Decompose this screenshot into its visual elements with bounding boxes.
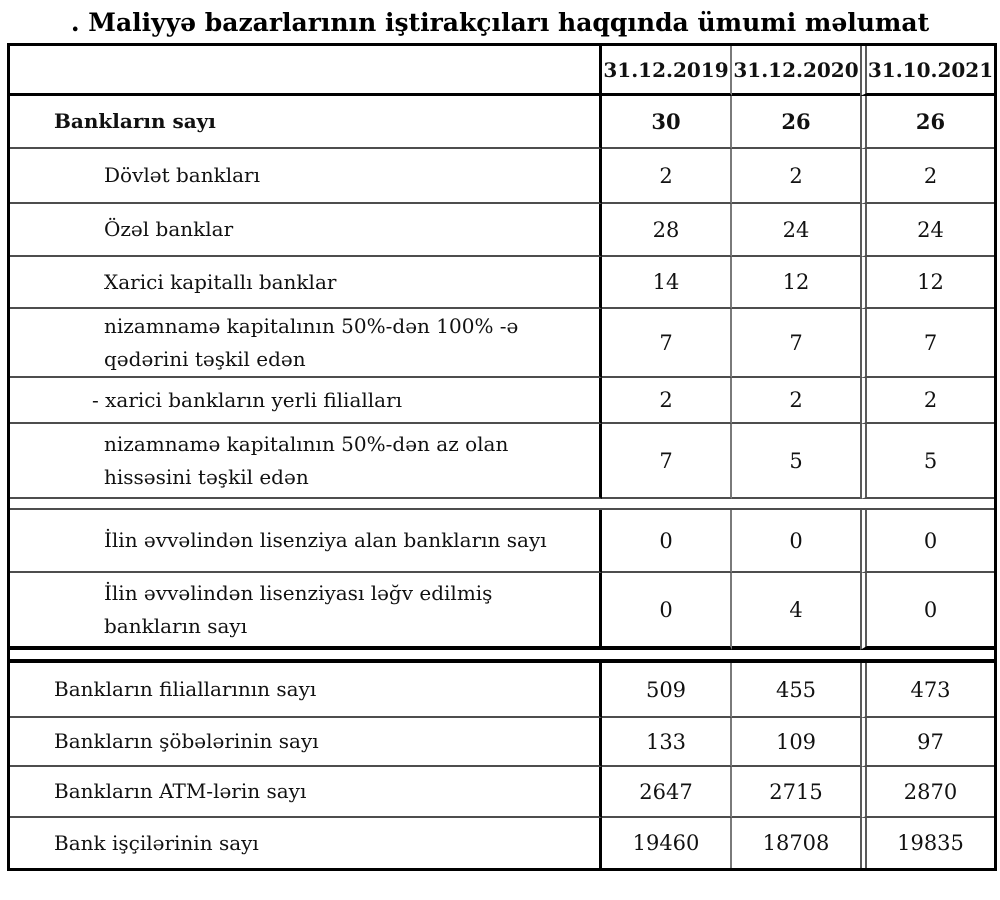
table-row-licensed-banks xyxy=(10,510,994,573)
value-2020: 2715 xyxy=(732,767,860,818)
row-label: Özəl banklar xyxy=(10,204,602,257)
value-2020: 24 xyxy=(732,204,860,257)
value-2019: 28 xyxy=(602,204,732,257)
value-2020: 0 xyxy=(732,510,860,573)
row-label: nizamnamə kapitalının 50%-dən az olan hissəsini təşkil edən xyxy=(10,424,602,499)
table-row-local-branches-foreign xyxy=(10,378,994,424)
value-2021: 5 xyxy=(860,424,994,499)
spacer-cell xyxy=(10,650,994,663)
value-2019: 19460 xyxy=(602,818,732,868)
value-2020: 4 xyxy=(732,573,860,650)
value-2021: 97 xyxy=(860,718,994,767)
value-2021: 0 xyxy=(860,573,994,650)
row-label: Bankların sayı xyxy=(10,96,602,149)
value-2021: 12 xyxy=(860,257,994,309)
row-label: Xarici kapitallı banklar xyxy=(10,257,602,309)
table-row-employees xyxy=(10,818,994,868)
row-label: Bank işçilərinin sayı xyxy=(10,818,602,868)
column-header-2021: 31.10.2021 xyxy=(860,46,994,96)
row-label: Bankların filiallarının sayı xyxy=(10,663,602,718)
value-2019: 2 xyxy=(602,378,732,424)
table-row-foreign-capital-banks xyxy=(10,257,994,309)
value-2021: 24 xyxy=(860,204,994,257)
row-label: Dövlət bankları xyxy=(10,149,602,204)
value-2019: 7 xyxy=(602,309,732,378)
value-2019: 0 xyxy=(602,510,732,573)
table-row-banks-total xyxy=(10,96,994,149)
value-2020: 7 xyxy=(732,309,860,378)
value-2020: 26 xyxy=(732,96,860,149)
value-2019: 2647 xyxy=(602,767,732,818)
table-row-private-banks xyxy=(10,204,994,257)
value-2021: 0 xyxy=(860,510,994,573)
value-2019: 2 xyxy=(602,149,732,204)
financial-participants-table xyxy=(7,43,997,871)
column-header-2020: 31.12.2020 xyxy=(732,46,860,96)
spacer-cell xyxy=(10,499,994,510)
value-2019: 0 xyxy=(602,573,732,650)
column-header-2019: 31.12.2019 xyxy=(602,46,732,96)
table-row-atms xyxy=(10,767,994,818)
row-label: İlin əvvəlindən lisenziyası ləğv edilmiş bankların sayı xyxy=(10,573,602,650)
value-2019: 133 xyxy=(602,718,732,767)
row-label: nizamnamə kapitalının 50%-dən 100% -ə qədərini təşkil edən xyxy=(10,309,602,378)
value-2020: 5 xyxy=(732,424,860,499)
section-spacer-thick xyxy=(10,650,994,663)
header-empty-cell xyxy=(10,46,602,96)
table-row-state-banks xyxy=(10,149,994,204)
row-label: - xarici bankların yerli filialları xyxy=(10,378,602,424)
value-2021: 7 xyxy=(860,309,994,378)
table-row-branches xyxy=(10,663,994,718)
value-2019: 14 xyxy=(602,257,732,309)
table-row-capital-50-100 xyxy=(10,309,994,378)
value-2020: 18708 xyxy=(762,831,830,855)
table-row-revoked-licenses xyxy=(10,573,994,650)
row-label: Bankların şöbələrinin sayı xyxy=(10,718,602,767)
table-row-departments xyxy=(10,718,994,767)
section-spacer-thin xyxy=(10,499,994,510)
value-2021: 2870 xyxy=(860,767,994,818)
row-label: İlin əvvəlindən lisenziya alan bankların sayı xyxy=(10,510,602,573)
value-2020: 12 xyxy=(732,257,860,309)
row-label: Bankların ATM-lərin sayı xyxy=(10,767,602,818)
table-header-row xyxy=(10,46,994,96)
value-2021: 2 xyxy=(860,149,994,204)
value-2021: 2 xyxy=(860,378,994,424)
value-2020: 109 xyxy=(732,718,860,767)
table-row-capital-less-50 xyxy=(10,424,994,499)
value-2020: 2 xyxy=(732,149,860,204)
value-2020: 2 xyxy=(732,378,860,424)
value-2020: 455 xyxy=(732,663,860,718)
value-2021: 19835 xyxy=(860,818,994,868)
value-2021: 473 xyxy=(860,663,994,718)
value-2019: 7 xyxy=(602,424,732,499)
page-title: . Maliyyə bazarlarının iştirakçıları haqqında ümumi məlumat xyxy=(70,8,930,37)
value-2019: 509 xyxy=(602,663,732,718)
value-2019: 30 xyxy=(602,96,732,149)
value-2021: 26 xyxy=(860,96,994,149)
